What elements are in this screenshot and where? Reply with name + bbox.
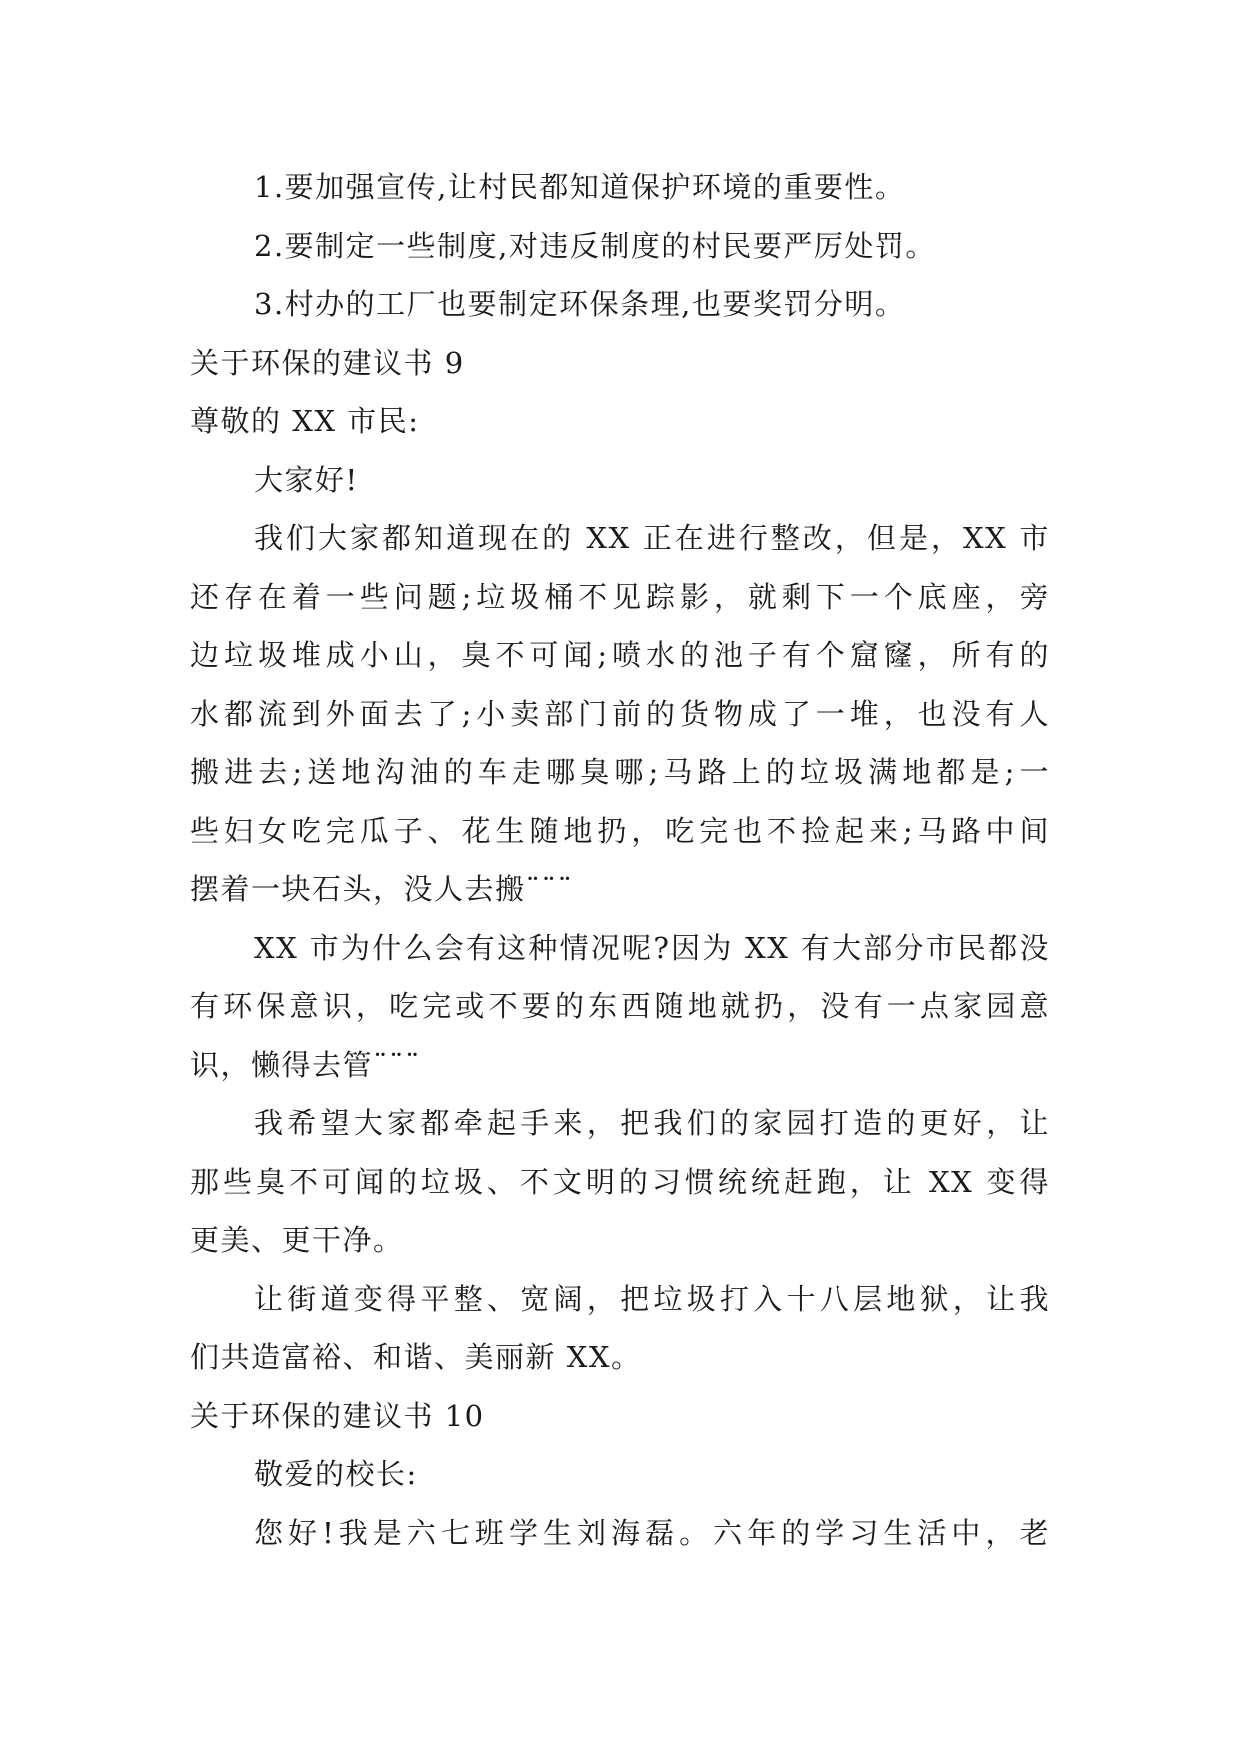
paragraph-line: 那些臭不可闻的垃圾、不文明的习惯统统赶跑，让 XX 变得 [190,1164,1050,1199]
paragraph-line: XX 市为什么会有这种情况呢?因为 XX 有大部分市民都没 [254,930,1050,965]
paragraph-line: 识，懒得去管¨¨¨ [190,1047,422,1082]
salutation: 尊敬的 XX 市民: [190,404,420,438]
paragraph-line: 些妇女吃完瓜子、花生随地扔，吃完也不捡起来;马路中间 [190,813,1050,848]
section-heading-9: 关于环保的建议书 9 [190,345,465,380]
paragraph-line: 们共造富裕、和谐、美丽新 XX。 [190,1340,642,1374]
salutation: 敬爱的校长: [254,1457,418,1491]
paragraph-line: 还存在着一些问题;垃圾桶不见踪影，就剩下一个底座，旁 [190,579,1050,614]
suggestion-item-2: 2.要制定一些制度,对违反制度的村民要严厉处罚。 [254,228,936,263]
section-heading-10: 关于环保的建议书 10 [190,1398,485,1433]
paragraph-line: 搬进去;送地沟油的车走哪臭哪;马路上的垃圾满地都是;一 [190,755,1050,789]
suggestion-item-3: 3.村办的工厂也要制定环保条理,也要奖罚分明。 [254,287,906,321]
paragraph-line: 更美、更干净。 [190,1223,404,1257]
paragraph-line: 摆着一块石头，没人去搬¨¨¨ [190,872,574,906]
paragraph-line: 我们大家都知道现在的 XX 正在进行整改，但是，XX 市 [254,521,1050,555]
paragraph-line: 让街道变得平整、宽阔，把垃圾打入十八层地狱，让我 [254,1281,1050,1316]
paragraph-line: 您好!我是六七班学生刘海磊。六年的学习生活中，老 [254,1515,1050,1550]
paragraph-line: 边垃圾堆成小山，臭不可闻;喷水的池子有个窟窿，所有的 [190,638,1050,672]
suggestion-item-1: 1.要加强宣传,让村民都知道保护环境的重要性。 [254,170,906,204]
paragraph-line: 有环保意识，吃完或不要的东西随地就扔，没有一点家园意 [190,989,1050,1023]
document-body [190,158,1050,1562]
paragraph-line: 我希望大家都牵起手来，把我们的家园打造的更好，让 [254,1106,1050,1140]
paragraph-line: 水都流到外面去了;小卖部门前的货物成了一堆，也没有人 [190,696,1050,731]
greeting: 大家好! [254,462,359,497]
